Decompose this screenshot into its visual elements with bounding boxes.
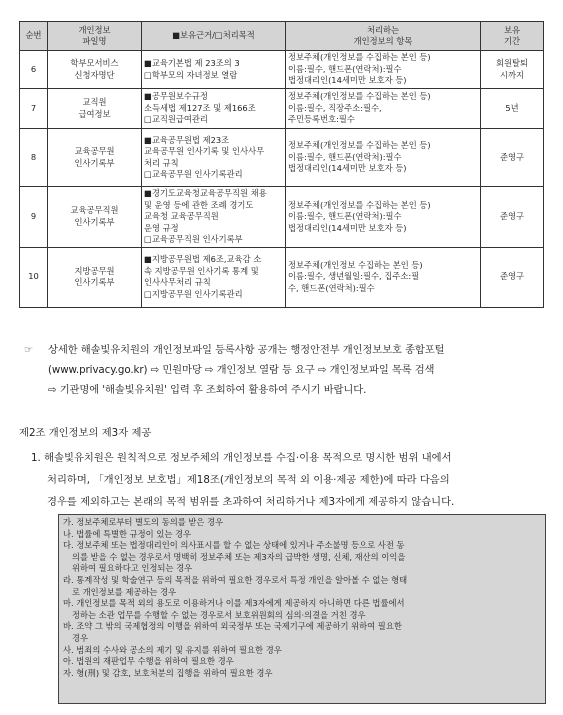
exception-item (63, 621, 541, 644)
row-items: 정보주체(개인정보를 수집하는 본인 등) 이름:필수, 핸드폰(연락처):필수 법정대리인(14세미만 보호자 등) (286, 187, 481, 248)
article-paragraph (31, 447, 551, 513)
exception-item (63, 517, 541, 529)
row-retention: 5년 (481, 89, 544, 129)
paragraph-line: 경우를 제외하고는 본래의 목적 범위를 초과하여 처리하거나 제3자에게 제공하지 않습니다. (47, 496, 455, 508)
personal-info-file-table (19, 21, 544, 308)
header-number: 순번 (20, 22, 48, 51)
row-items: 정보주체(개인정보를 수집하는 본인 등) 이름:필수, 핸드폰(연락처):필수 법정대리인(14세미만 보호자 등) (286, 129, 481, 187)
exception-item (63, 529, 541, 541)
exception-text: 자. 형(刑) 및 감호, 보호처분의 집행을 위하여 필요한 경우 (63, 667, 273, 678)
exception-item (63, 656, 541, 668)
exception-text: 나. 법률에 특별한 규정이 있는 경우 (63, 528, 192, 539)
exception-text: 라. 통계작성 및 학술연구 등의 목적을 위하여 필요한 경우로서 특정 개인을 알아볼 수 없는 형태 (63, 574, 408, 585)
pointing-hand-icon: ☞ (24, 344, 34, 356)
header-file-name: 개인정보 파일명 (48, 22, 142, 51)
row-items: 정보주체(개인정보를 수집하는 본인 등) 이름:필수, 핸드폰(연락처):필수 법정대리인(14세미만 보호자 등) (286, 51, 481, 89)
exception-text: 아. 법원의 재판업무 수행을 위하여 필요한 경우 (63, 656, 234, 667)
row-number: 6 (20, 51, 48, 89)
header-items: 처리하는 개인정보의 항목 (286, 22, 481, 51)
row-file-name: 지방공무원 인사기록부 (48, 247, 142, 307)
row-basis-purpose: ■교육공무원법 제23조 교육공무원 인사기록 및 인사사무 처리 규칙 □교육공무원 인사기록관리 (142, 129, 286, 187)
row-retention: 준영구 (481, 247, 544, 307)
row-file-name: 학부모서비스 신청자명단 (48, 51, 142, 89)
header-basis-purpose: ■보유근거/□처리목적 (142, 22, 286, 51)
exception-text-continued: 위하여 필요하다고 인정되는 경우 (72, 563, 193, 574)
registration-notice (24, 340, 550, 400)
row-items: 정보주체(개인정보를 수집하는 본인 등) 이름:필수, 직장주소:필수, 주민등록번호:필수 (286, 89, 481, 129)
exception-item (63, 645, 541, 657)
exception-text: 다. 정보주체 또는 법정대리인이 의사표시를 할 수 없는 상태에 있거나 주소불명 등으로 사전 동 (63, 540, 405, 551)
notice-line: ⇨ 기관명에 '해솔빛유치원' 입력 후 조회하여 활용하여 주시기 바랍니다. (48, 384, 367, 396)
row-basis-purpose: ■교육기본법 제 23조의 3 □학부모의 자녀정보 열람 (142, 51, 286, 89)
exception-text-continued: 로 개인정보를 제공하는 경우 (72, 586, 177, 597)
exception-text: 가. 정보주체로부터 별도의 동의를 받은 경우 (63, 517, 224, 527)
exception-item (63, 575, 541, 598)
exception-text: 마. 개인정보를 목적 외의 용도로 이용하거나 이를 제3자에게 제공하지 아니하면 다른 법률에서 (63, 598, 405, 609)
row-items: 정보주체(개인정보 수집하는 본인 등) 이름:필수, 생년월일:필수, 집주소:필 수, 핸드폰(연락처):필수 (286, 247, 481, 307)
row-basis-purpose: ■지방공무원법 제6조,교육감 소 속 지방공무원 인사기록 통계 및 인사사무처리 규칙 □지방공무원 인사기록관리 (142, 247, 286, 307)
table-header-row (20, 22, 544, 51)
table-row (20, 89, 544, 129)
row-file-name: 교육공무원 인사기록부 (48, 129, 142, 187)
row-retention: 회원탈퇴 시까지 (481, 51, 544, 89)
paragraph-line: 처리하며, 「개인정보 보호법」제18조(개인정보의 목적 외 이용·제공 제한)에 따라 다음의 (47, 474, 450, 486)
exception-text-continued: 경우 (72, 632, 89, 643)
exception-item (63, 668, 541, 680)
row-number: 10 (20, 247, 48, 307)
notice-line: 상세한 해솔빛유치원의 개인정보파일 등록사항 공개는 행정안전부 개인정보보호 종합포털 (48, 344, 445, 356)
row-file-name: 교육공무직원 인사기록부 (48, 187, 142, 248)
row-number: 9 (20, 187, 48, 248)
exception-text: 바. 조약 그 밖의 국제협정의 이행을 위하여 외국정부 또는 국제기구에 제공하기 위하여 필요한 (63, 621, 402, 632)
paragraph-line: 1. 해솔빛유치원은 원칙적으로 정보주체의 개인정보를 수집·이용 목적으로 명시한 범위 내에서 (31, 452, 452, 464)
row-retention: 준영구 (481, 187, 544, 248)
row-file-name: 교직원 급여정보 (48, 89, 142, 129)
row-basis-purpose: ■경기도교육청교육공무직원 채용 및 운영 등에 관한 조례 경기도 교육청 교육공무직원 운영 규정 □교육공무직원 인사기록부 (142, 187, 286, 248)
row-retention: 준영구 (481, 129, 544, 187)
header-retention: 보유 기간 (481, 22, 544, 51)
table-row (20, 129, 544, 187)
exception-text: 사. 범죄의 수사와 공소의 제기 및 유지를 위하여 필요한 경우 (63, 644, 282, 655)
exception-text-continued: 정하는 소관 업무를 수행할 수 없는 경우로서 보호위원회의 심의·의결을 거친 경우 (72, 609, 366, 620)
notice-line: (www.privacy.go.kr) ⇨ 민원마당 ⇨ 개인정보 열람 등 요구 ⇨ 개인정보파일 목록 검색 (48, 364, 435, 376)
row-number: 7 (20, 89, 48, 129)
table-row (20, 187, 544, 248)
exception-item (63, 540, 541, 575)
exceptions-box (58, 514, 546, 704)
exception-text-continued: 의를 받을 수 없는 경우로서 명백히 정보주체 또는 제3자의 급박한 생명, 신체, 재산의 이익을 (72, 551, 406, 562)
exception-item (63, 598, 541, 621)
row-number: 8 (20, 129, 48, 187)
row-basis-purpose: ■공무원보수규정 소득세법 제127조 및 제166조 □교직원급여관리 (142, 89, 286, 129)
table-row (20, 247, 544, 307)
table-row (20, 51, 544, 89)
article-heading: 제2조 개인정보의 제3자 제공 (19, 427, 152, 439)
